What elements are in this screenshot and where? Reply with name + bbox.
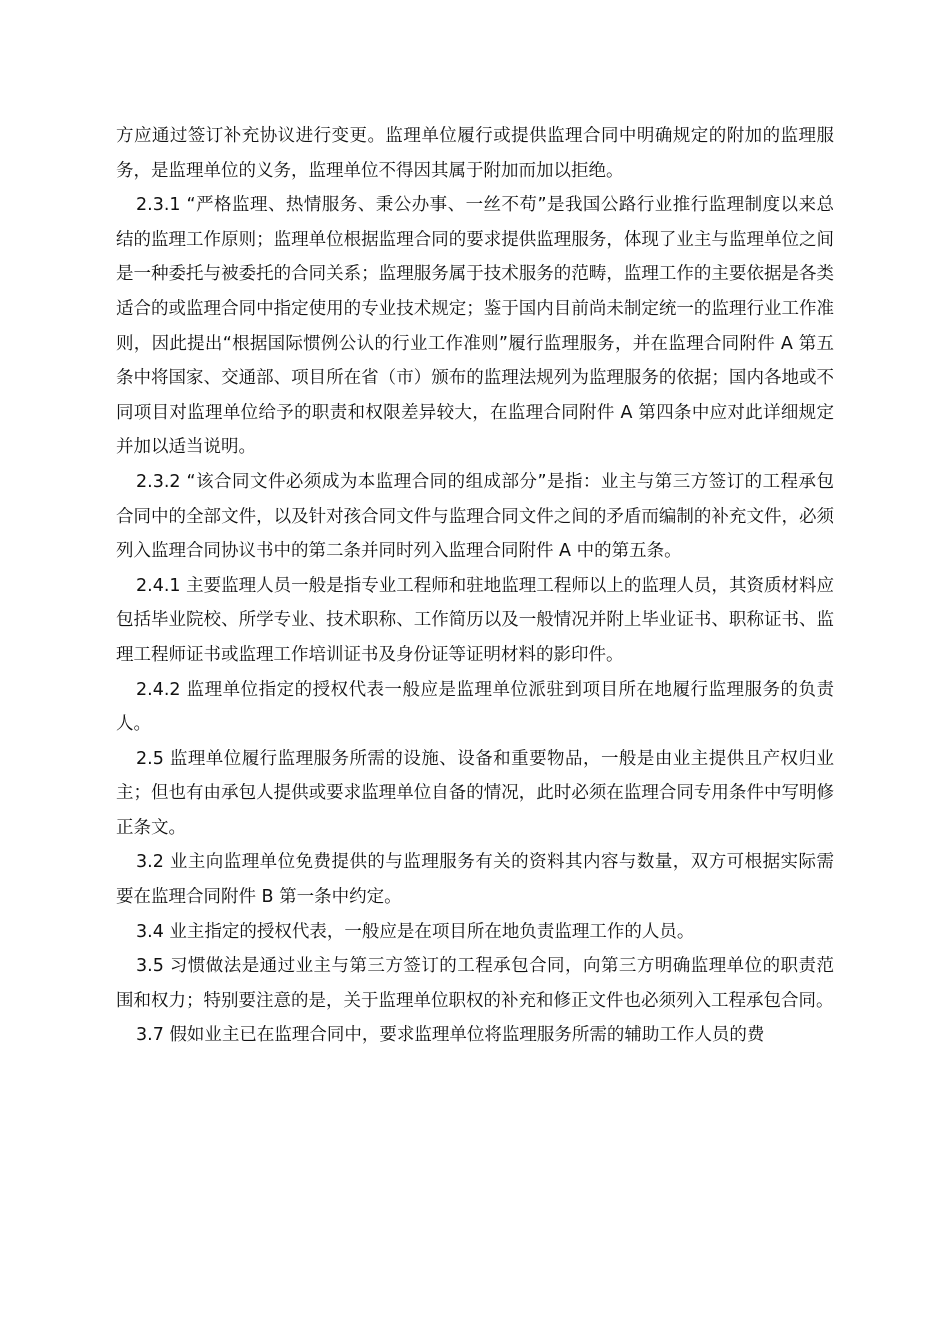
paragraph-2-5: 2.5 监理单位履行监理服务所需的设施、设备和重要物品，一般是由业主提供且产权归业主；但也有由承包人提供或要求监理单位自备的情况，此时必须在监理合同专用条件中写明修正条文。 <box>116 748 834 838</box>
paragraph-3-7: 3.7 假如业主已在监理合同中，要求监理单位将监理服务所需的辅助工作人员的费 <box>136 1025 765 1046</box>
paragraph-2-4-1: 2.4.1 主要监理人员一般是指专业工程师和驻地监理工程师以上的监理人员，其资质材料应包括毕业院校、所学专业、技术职称、工作简历以及一般情况并附上毕业证书、职称证书、监理工程师证书或监理工作培训证书及身份证等证明材料的影印件。 <box>116 575 834 665</box>
paragraph-3-5: 3.5 习惯做法是通过业主与第三方签订的工程承包合同，向第三方明确监理单位的职责范围和权力；特别要注意的是，关于监理单位职权的补充和修正文件也必须列入工程承包合同。 <box>116 956 834 1011</box>
paragraph-continuation: 方应通过签订补充协议进行变更。监理单位履行或提供监理合同中明确规定的附加的监理服务，是监理单位的义务，监理单位不得因其属于附加而加以拒绝。 <box>116 126 834 181</box>
document-body <box>116 119 834 1053</box>
paragraph-2-4-2: 2.4.2 监理单位指定的授权代表一般应是监理单位派驻到项目所在地履行监理服务的负责人。 <box>116 679 834 735</box>
paragraph-2-3-2: 2.3.2 “该合同文件必须成为本监理合同的组成部分”是指：业主与第三方签订的工程承包合同中的全部文件，以及针对孩合同文件与监理合同文件之间的矛盾而编制的补充文件，必须列入监理合同协议书中的第二条并同时列入监理合同附件 A 中的第五条。 <box>116 471 834 562</box>
paragraph-2-3-1: 2.3.1 “严格监理、热情服务、秉公办事、一丝不苟”是我国公路行业推行监理制度以来总结的监理工作原则；监理单位根据监理合同的要求提供监理服务，体现了业主与监理单位之间是一种委托与被委托的合同关系；监理服务属于技术服务的范畴，监理工作的主要依据是各类适合的或监理合同中指定使用的专业技术规定；鉴于国内目前尚未制定统一的监理行业工作准则，因此提出“根据国际惯例公认的行业工作准则”履行监理服务，并在监理合同附件 A 第五条中将国家、交通部、项目所在省（市）颁布的监理法规列为监理服务的依据；国内各地或不同项目对监理单位给予的职责和权限差异较大，在监理合同附件 A 第四条中应对此详细规定并加以适当说明。 <box>116 195 834 458</box>
paragraph-3-2: 3.2 业主向监理单位免费提供的与监理服务有关的资料其内容与数量，双方可根据实际需要在监理合同附件 B 第一条中约定。 <box>116 852 834 908</box>
paragraph-3-4: 3.4 业主指定的授权代表，一般应是在项目所在地负责监理工作的人员。 <box>136 921 695 942</box>
